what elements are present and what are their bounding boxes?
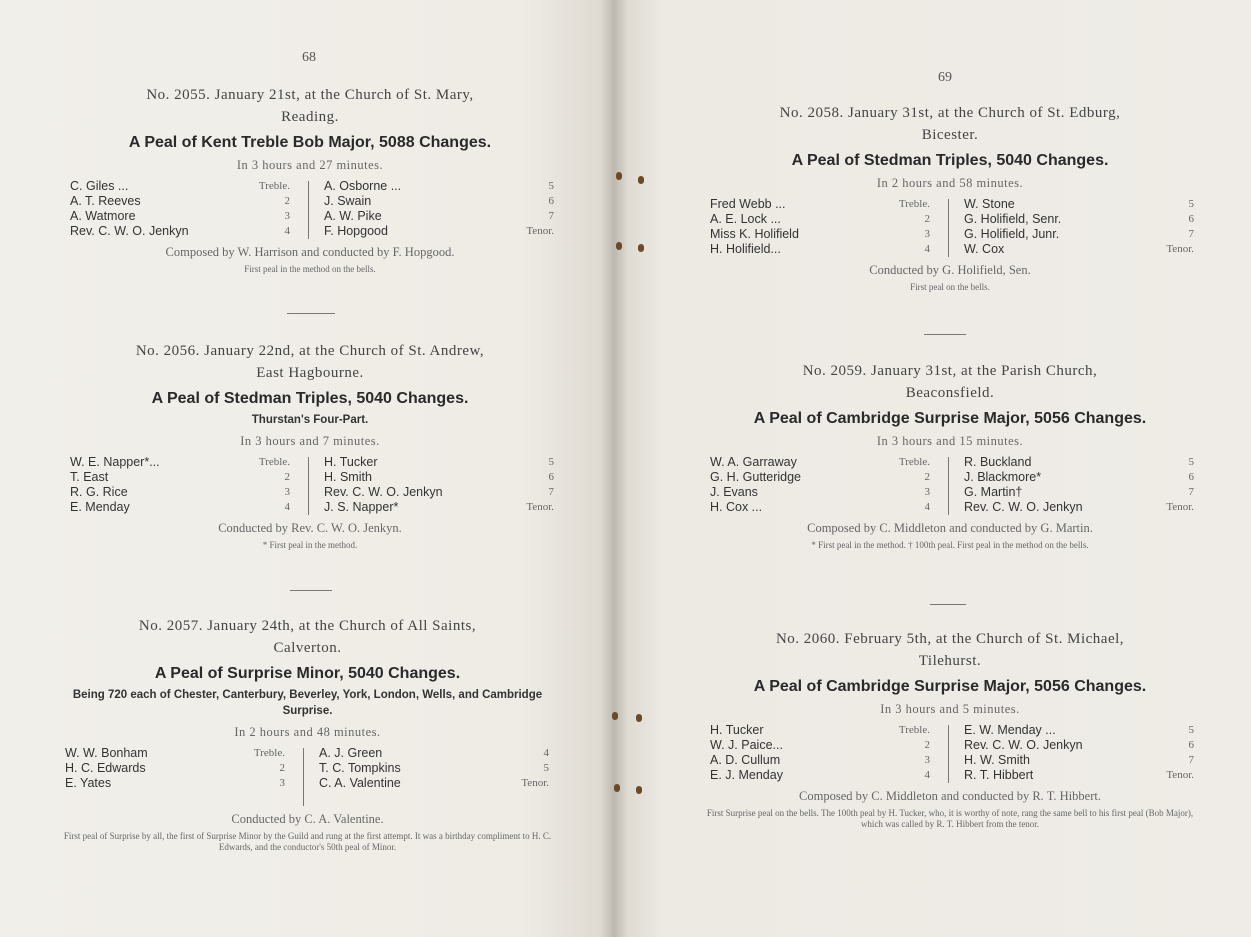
ringer-name: Rev. C. W. O. Jenkyn [324,485,443,499]
ringers-divider [308,457,309,515]
ringers-right-names [319,746,401,806]
ringer-name: C. Giles ... [70,179,129,193]
ringer-name: A. D. Cullum [710,753,781,767]
ringers-right-bells [1130,723,1194,783]
bell-number: 7 [1188,228,1194,240]
bell-number: 3 [924,754,930,766]
peal-conductor: Composed by C. Middleton and conducted by R. T. Hibbert. [799,789,1101,803]
ringer-name: F. Hopgood [324,224,388,238]
peal-footnote: First peal in the method on the bells. [244,264,376,274]
bell-number: 3 [924,486,930,498]
peal-conductor: Conducted by G. Holifield, Sen. [869,263,1031,277]
peal-header: No. 2055. January 21st, at the Church of St. Mary, [146,87,474,103]
bell-number: 3 [284,486,290,498]
ringers-left-names [65,746,148,806]
peal-2059 [700,360,1200,551]
bell-number: 6 [1188,739,1194,751]
ringer-name: G. Holifield, Senr. [964,212,1062,226]
bell-number: Treble. [898,198,930,210]
bell-number: Treble. [258,456,290,468]
peal-subtitle: Thurstan's Four-Part. [251,414,369,426]
peal-title: A Peal of Stedman Triples, 5040 Changes. [791,152,1109,169]
ringer-name: W. Cox [964,242,1005,256]
binding-hole [638,244,644,252]
ringer-name [319,791,401,806]
peal-header: No. 2060. February 5th, at the Church of St. Michael, [775,631,1125,647]
bell-number [485,791,549,806]
peal-place: East Hagbourne. [256,365,364,381]
peal-title: A Peal of Stedman Triples, 5040 Changes. [151,390,469,407]
page-number: 68 [302,50,316,65]
ringer-name: W. W. Bonham [65,746,148,760]
ringer-name: E. J. Menday [710,768,783,782]
binding-hole [638,176,644,184]
binding-hole [636,786,642,794]
peal-title: A Peal of Cambridge Surprise Major, 5056 Changes. [753,410,1147,427]
ringers-divider [948,725,949,783]
binding-hole [612,712,618,720]
bell-number: 4 [543,747,549,759]
ringers-table [700,197,1200,259]
peal-subtitle: Being 720 each of Chester, Canterbury, Beverley, York, London, Wells, and Cambridge Surprise. [72,689,543,717]
binding-hole [616,172,622,180]
ringer-name: G. Holifield, Junr. [964,227,1060,241]
ringer-name: R. G. Rice [70,485,128,499]
ringer-name: J. Blackmore* [964,470,1042,484]
bell-number: 2 [924,213,930,225]
ringer-name: H. Smith [324,470,372,484]
bell-number: 7 [548,486,554,498]
ringer-name: Fred Webb ... [710,197,786,211]
bell-number: 6 [1188,471,1194,483]
bell-number: Treble. [898,724,930,736]
ringers-right-names [964,723,1083,783]
bell-number: Treble. [253,747,285,759]
bell-number: 4 [924,501,930,513]
peal-title: A Peal of Surprise Minor, 5040 Changes. [154,665,461,682]
peal-conductor: Conducted by C. A. Valentine. [231,812,384,826]
ringers-right-names [964,197,1061,257]
bell-number: 6 [548,195,554,207]
right-page [612,0,1251,937]
ringers-table [60,455,560,517]
bell-number: 3 [279,777,285,789]
ringer-name: W. J. Paice... [710,738,783,752]
peal-footnote: * First peal in the method. [262,540,358,550]
bell-number: 7 [548,210,554,222]
binding-hole [636,714,642,722]
ringer-name: W. E. Napper*... [70,455,160,469]
ringers-divider [308,181,309,239]
peal-duration: In 3 hours and 27 minutes. [236,158,384,172]
bell-number: Tenor. [521,777,549,789]
peal-2057 [55,615,560,853]
bell-number: Treble. [898,456,930,468]
bell-number: 7 [1188,754,1194,766]
bell-number: 5 [1188,198,1194,210]
bell-number: Tenor. [526,225,554,237]
ringers-left-bells [230,179,290,239]
ringer-name: A. W. Pike [324,209,382,223]
ringers-right-names [324,179,401,239]
ringers-right-names [324,455,443,515]
ringer-name: A. J. Green [319,746,383,760]
bell-number: 2 [279,762,285,774]
section-divider [287,313,335,314]
bell-number: Tenor. [1166,769,1194,781]
peal-header: No. 2059. January 31st, at the Parish Church, [802,363,1098,379]
peal-place: Tilehurst. [918,653,982,669]
peal-footnote: * First peal in the method. † 100th peal. First peal in the method on the bells. [811,540,1089,550]
section-divider [924,334,966,335]
ringers-left-bells [870,455,930,515]
ringer-name [65,791,148,806]
peal-duration: In 2 hours and 58 minutes. [876,176,1024,190]
bell-number: 5 [548,456,554,468]
ringer-name: R. Buckland [964,455,1032,469]
ringer-name: H. Tucker [710,723,764,737]
ringers-right-bells [485,746,549,806]
bell-number [225,791,285,806]
bell-number: 3 [924,228,930,240]
ringers-divider [948,199,949,257]
peal-place: Bicester. [921,127,979,143]
ringers-right-bells [490,179,554,239]
bell-number: 4 [284,225,290,237]
peal-2056 [60,340,560,551]
peal-conductor: Composed by W. Harrison and conducted by F. Hopgood. [165,245,455,259]
peal-footnote: First peal on the bells. [910,282,990,292]
bell-number: 6 [1188,213,1194,225]
ringer-name: A. Watmore [70,209,136,223]
peal-conductor: Composed by C. Middleton and conducted by G. Martin. [807,521,1093,535]
ringer-name: E. Menday [70,500,130,514]
page-number: 69 [938,70,952,85]
ringer-name: J. Swain [324,194,372,208]
peal-header: No. 2058. January 31st, at the Church of St. Edburg, [779,105,1121,121]
bell-number: 2 [284,195,290,207]
ringer-name: A. T. Reeves [70,194,141,208]
ringers-left-names [70,179,189,239]
ringer-name: J. S. Napper* [324,500,399,514]
ringer-name: H. Tucker [324,455,378,469]
peal-place: Beaconsfield. [905,385,995,401]
bell-number: 7 [1188,486,1194,498]
peal-duration: In 3 hours and 7 minutes. [240,434,380,448]
book-gutter [600,0,628,937]
section-divider [290,590,332,591]
peal-duration: In 3 hours and 15 minutes. [876,434,1024,448]
bell-number: Treble. [258,180,290,192]
ringers-table [60,179,560,241]
peal-2060 [700,628,1200,830]
bell-number: 2 [284,471,290,483]
ringers-right-bells [1130,197,1194,257]
ringer-name: H. W. Smith [964,753,1030,767]
peal-2055 [60,84,560,275]
ringers-table [700,723,1200,785]
ringers-divider [948,457,949,515]
ringers-right-bells [1130,455,1194,515]
peal-footnote: First peal of Surprise by all, the first of Surprise Minor by the Guild and rung at the first attempt. It was a birthday compliment to H. C. Edwards, and the conductor's 50th peal of Minor. [63,831,552,852]
ringer-name: W. A. Garraway [710,455,797,469]
ringer-name: T. C. Tompkins [319,761,401,775]
left-page [0,0,612,937]
ringers-left-names [710,723,783,783]
bell-number: 4 [924,243,930,255]
ringer-name: J. Evans [710,485,758,499]
bell-number: 2 [924,739,930,751]
ringer-name: A. Osborne ... [324,179,402,193]
ringers-left-bells [230,455,290,515]
ringers-left-names [710,455,801,515]
bell-number: 3 [284,210,290,222]
ringer-name: W. Stone [964,197,1015,211]
ringer-name: Miss K. Holifield [710,227,799,241]
bell-number: 6 [548,471,554,483]
ringers-left-names [710,197,799,257]
bell-number: 5 [1188,456,1194,468]
peal-place: Calverton. [273,640,342,656]
bell-number: Tenor. [1166,501,1194,513]
ringer-name: E. Yates [65,776,112,790]
bell-number: Tenor. [526,501,554,513]
bell-number: 4 [924,769,930,781]
ringer-name: E. W. Menday ... [964,723,1056,737]
ringers-table [55,746,560,808]
binding-hole [614,784,620,792]
ringers-right-bells [490,455,554,515]
ringer-name: R. T. Hibbert [964,768,1034,782]
binding-hole [616,242,622,250]
ringers-table [700,455,1200,517]
peal-place: Reading. [281,109,339,125]
ringer-name: C. A. Valentine [319,776,401,790]
ringers-left-names [70,455,160,515]
bell-number: 2 [924,471,930,483]
bell-number: Tenor. [1166,243,1194,255]
bell-number: 5 [543,762,549,774]
ringers-right-names [964,455,1083,515]
peal-duration: In 3 hours and 5 minutes. [880,702,1020,716]
ringer-name: H. Holifield... [710,242,781,256]
peal-title: A Peal of Cambridge Surprise Major, 5056 Changes. [753,678,1147,695]
section-divider [930,604,966,605]
ringer-name: T. East [70,470,109,484]
peal-conductor: Conducted by Rev. C. W. O. Jenkyn. [218,521,402,535]
ringer-name: G. H. Gutteridge [710,470,802,484]
peal-header: No. 2056. January 22nd, at the Church of St. Andrew, [135,343,485,359]
peal-header: No. 2057. January 24th, at the Church of All Saints, [138,618,477,634]
bell-number: 5 [1188,724,1194,736]
peal-2058 [700,102,1200,293]
ringer-name: H. Cox ... [710,500,763,514]
ringer-name: H. C. Edwards [65,761,146,775]
ringer-name: G. Martin† [964,485,1023,499]
bell-number: 4 [284,501,290,513]
ringer-name: A. E. Lock ... [710,212,781,226]
ringers-divider [303,748,304,806]
bell-number: 5 [548,180,554,192]
ringers-left-bells [870,197,930,257]
peal-duration: In 2 hours and 48 minutes. [234,725,381,739]
ringer-name: Rev. C. W. O. Jenkyn [70,224,189,238]
ringer-name: Rev. C. W. O. Jenkyn [964,500,1083,514]
peal-footnote: First Surprise peal on the bells. The 100th peal by H. Tucker, who, it is worthy of note, rang the same bell to his first peal (Bob Major), which was called by R. T. Hibbert from the tenor. [706,808,1194,829]
ringers-left-bells [870,723,930,783]
peal-title: A Peal of Kent Treble Bob Major, 5088 Changes. [128,134,492,151]
ringer-name: Rev. C. W. O. Jenkyn [964,738,1083,752]
ringers-left-bells [225,746,285,806]
